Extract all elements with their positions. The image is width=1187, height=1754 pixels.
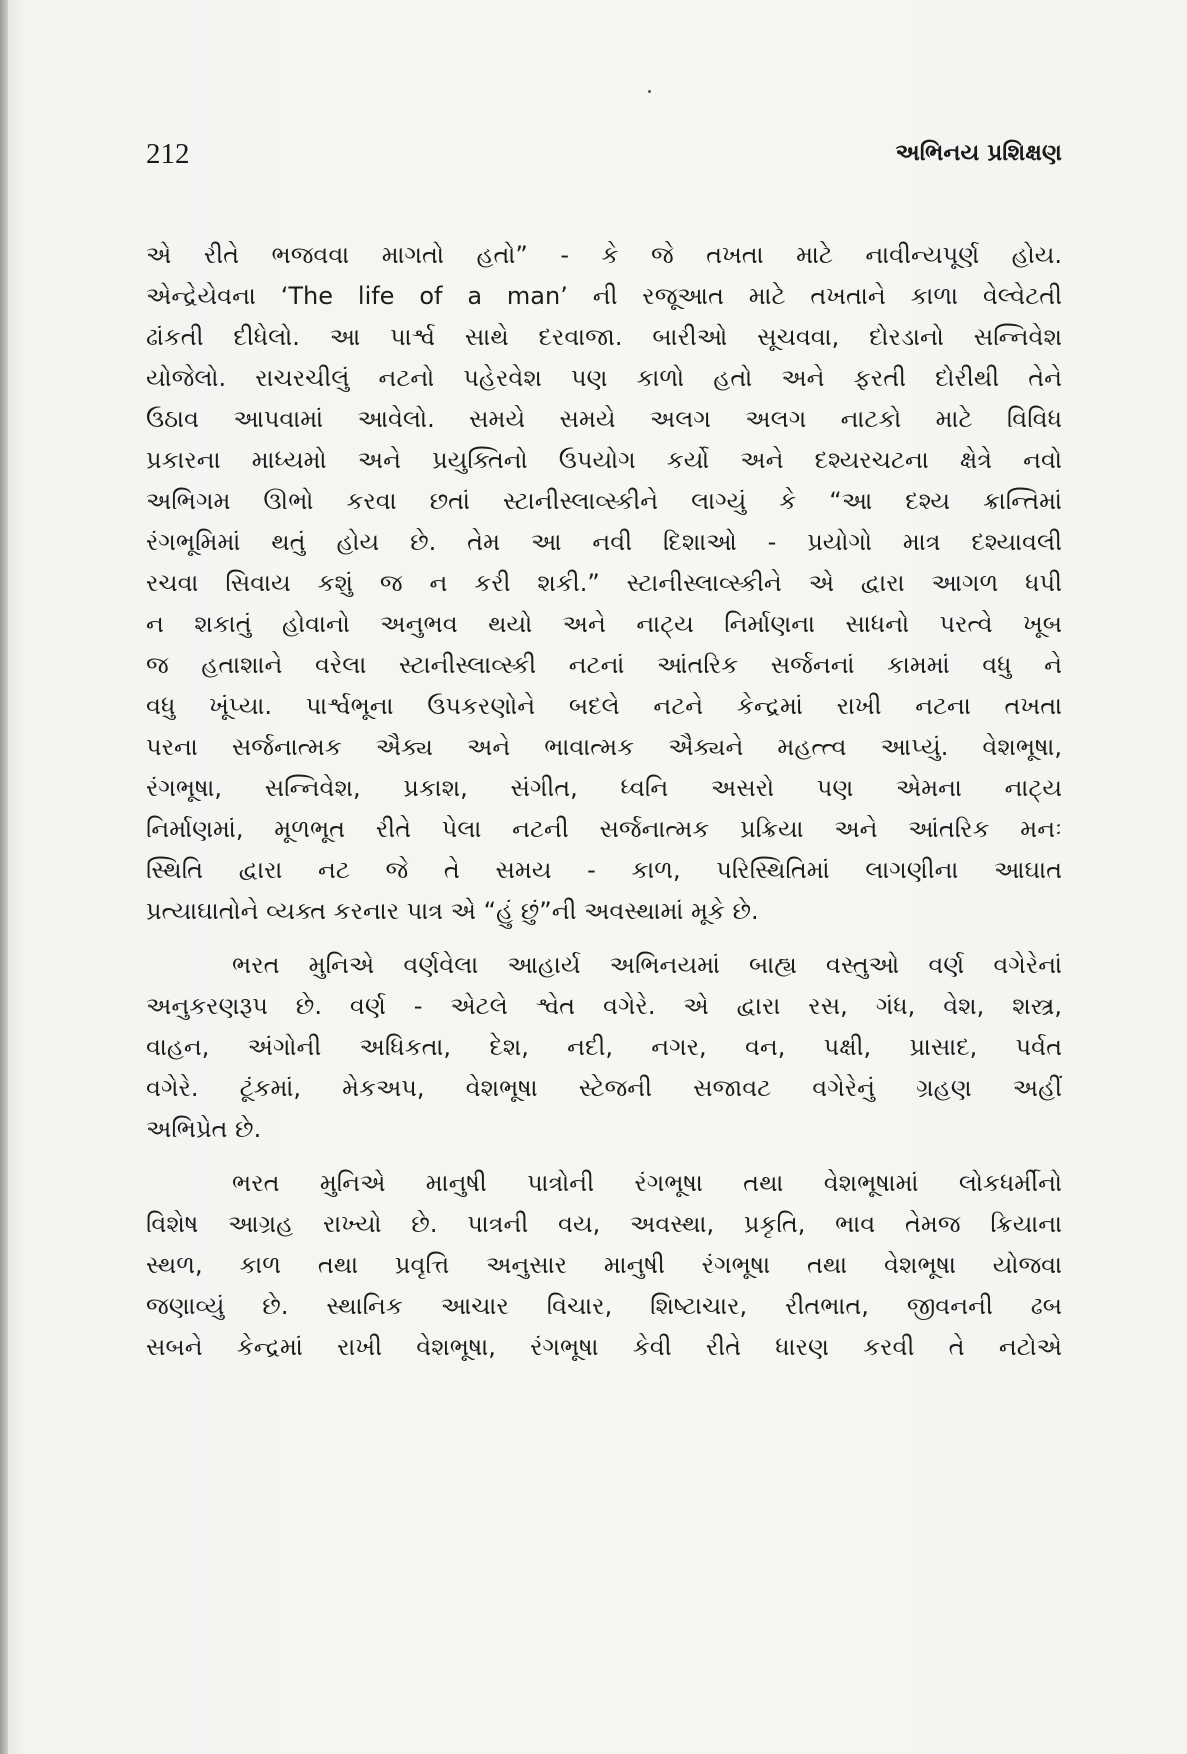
text-line: વગેરે. ટૂંકમાં, મેકઅપ, વેશભૂષા સ્ટેજની સજાવટ વગેરેનું ગ્રહણ અહીં bbox=[146, 1074, 1062, 1102]
text-line: રંગભૂષા, સન્નિવેશ, પ્રકાશ, સંગીત, ધ્વનિ અસરો પણ એમના નાટ્ય bbox=[146, 774, 1062, 802]
text-line: વધુ ખૂંપ્યા. પાર્શ્વભૂના ઉપકરણોને બદલે નટને કેન્દ્રમાં રાખી નટના તખતા bbox=[146, 692, 1062, 720]
paragraph-1 bbox=[146, 235, 1062, 932]
text-line: પરના સર્જનાત્મક ઐક્ય અને ભાવાત્મક ઐક્યને મહત્ત્વ આપ્યું. વેશભૂષા, bbox=[146, 733, 1062, 761]
text-line: નિર્માણમાં, મૂળભૂત રીતે પેલા નટની સર્જનાત્મક પ્રક્રિયા અને આંતરિક મનઃ bbox=[146, 815, 1062, 843]
text-line: ન શકાતું હોવાનો અનુભવ થયો અને નાટ્ય નિર્માણના સાધનો પરત્વે ખૂબ bbox=[146, 610, 1062, 638]
text-line: અનુકરણરૂપ છે. વર્ણ - એટલે શ્વેત વગેરે. એ દ્વારા રસ, ગંધ, વેશ, શસ્ત્ર, bbox=[146, 992, 1062, 1020]
page-number: 212 bbox=[146, 138, 190, 170]
text-line: જણાવ્યું છે. સ્થાનિક આચાર વિચાર, શિષ્ટાચાર, રીતભાત, જીવનની ઢબ bbox=[146, 1292, 1062, 1320]
text-line: વાહન, અંગોની અધિકતા, દેશ, નદી, નગર, વન, પક્ષી, પ્રાસાદ, પર્વત bbox=[146, 1033, 1062, 1061]
paragraph-gap bbox=[146, 1150, 1062, 1163]
text-line: ઢાંકતી દીધેલો. આ પાર્શ્વ સાથે દરવાજા. બારીઓ સૂચવવા, દોરડાનો સન્નિવેશ bbox=[146, 323, 1062, 351]
text-line: પ્રત્યાઘાતોને વ્યક્ત કરનાર પાત્ર એ “હું છું”ની અવસ્થામાં મૂકે છે. bbox=[146, 897, 759, 925]
text-line: યોજેલો. રાચરચીલું નટનો પહેરવેશ પણ કાળો હતો અને ફરતી દોરીથી તેને bbox=[146, 364, 1062, 392]
paragraph-gap bbox=[146, 932, 1062, 945]
text-line: એ રીતે ભજવવા માગતો હતો” - કે જે તખતા માટે નાવીન્યપૂર્ણ હોય. bbox=[146, 241, 1062, 269]
text-line: ભરત મુનિએ વર્ણવેલા આહાર્ય અભિનયમાં બાહ્ય વસ્તુઓ વર્ણ વગેરેનાં bbox=[232, 951, 1062, 979]
text-line: સબને કેન્દ્રમાં રાખી વેશભૂષા, રંગભૂષા કેવી રીતે ધારણ કરવી તે નટોએ bbox=[146, 1333, 1062, 1361]
book-binding-edge bbox=[0, 0, 8, 1754]
text-line: ભરત મુનિએ માનુષી પાત્રોની રંગભૂષા તથા વેશભૂષામાં લોકધર્મીનો bbox=[232, 1169, 1062, 1197]
text-line: એન્દ્રેયેવના ‘The life of a man’ ની રજૂઆત માટે તખતાને કાળા વેલ્વેટતી bbox=[146, 282, 1062, 310]
text-line: સ્થિતિ દ્વારા નટ જે તે સમય - કાળ, પરિસ્થિતિમાં લાગણીના આઘાત bbox=[146, 856, 1062, 884]
text-line: ઉઠાવ આપવામાં આવેલો. સમયે સમયે અલગ અલગ નાટકો માટે વિવિધ bbox=[146, 405, 1062, 433]
paragraph-2 bbox=[146, 945, 1062, 1150]
dust-speck bbox=[648, 90, 651, 93]
text-line: વિશેષ આગ્રહ રાખ્યો છે. પાત્રની વય, અવસ્થા, પ્રકૃતિ, ભાવ તેમજ ક્રિયાના bbox=[146, 1210, 1062, 1238]
text-line: અભિગમ ઊભો કરવા છતાં સ્ટાનીસ્લાવ્સ્કીને લાગ્યું કે “આ દશ્ય ક્રાન્તિમાં bbox=[146, 487, 1062, 515]
text-line: જ હતાશાને વરેલા સ્ટાનીસ્લાવ્સ્કી નટનાં આંતરિક સર્જનનાં કામમાં વધુ ને bbox=[146, 651, 1062, 679]
text-line: રંગભૂમિમાં થતું હોય છે. તેમ આ નવી દિશાઓ - પ્રયોગો માત્ર દશ્યાવલી bbox=[146, 528, 1062, 556]
paragraph-3 bbox=[146, 1163, 1062, 1368]
text-line: પ્રકારના માધ્યમો અને પ્રયુક્તિનો ઉપયોગ કર્યો અને દશ્યરચટના ક્ષેત્રે નવો bbox=[146, 446, 1062, 474]
page-header bbox=[146, 138, 1062, 178]
body-text bbox=[146, 235, 1062, 1368]
running-title: અભિનય પ્રશિક્ષણ bbox=[895, 140, 1062, 166]
text-line: રચવા સિવાય કશું જ ન કરી શકી.” સ્ટાનીસ્લાવ્સ્કીને એ દ્વારા આગળ ધપી bbox=[146, 569, 1062, 597]
text-line: સ્થળ, કાળ તથા પ્રવૃત્તિ અનુસાર માનુષી રંગભૂષા તથા વેશભૂષા યોજવા bbox=[146, 1251, 1062, 1279]
text-line: અભિપ્રેત છે. bbox=[146, 1115, 262, 1143]
